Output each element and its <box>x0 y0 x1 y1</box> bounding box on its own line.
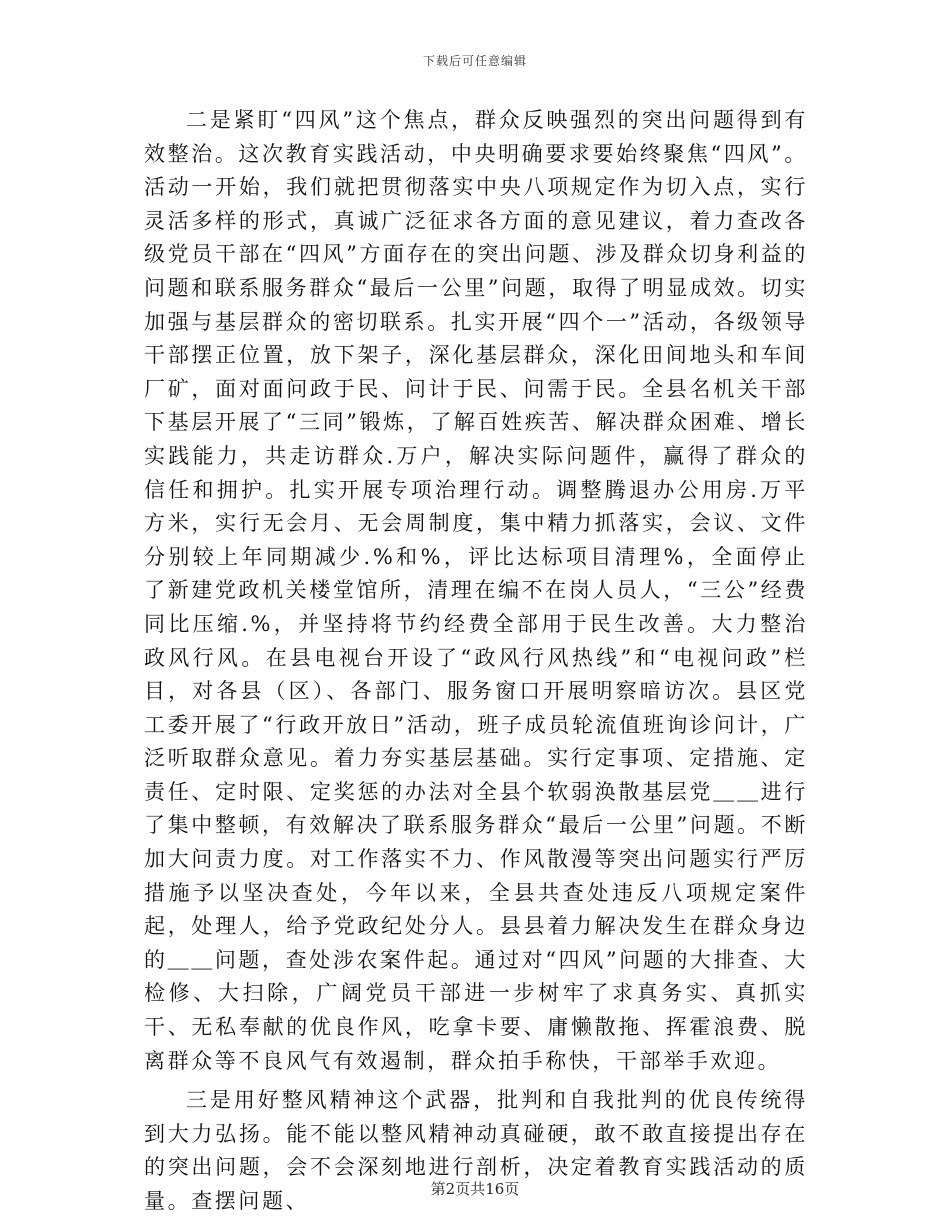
paragraph-point-three: 三是用好整风精神这个武器，批判和自我批判的优良传统得到大力弘扬。能不能以整风精神动真碰硬，敢不敢直接提出存在的突出问题，会不会深刻地进行剖析，决定着教育实践活动的质量。查摆问题、 <box>144 1088 808 1213</box>
page-number: 第2页共16页 <box>430 1180 520 1198</box>
paragraph-point-two: 二是紧盯“四风”这个焦点，群众反映强烈的突出问题得到有效整治。这次教育实践活动，中央明确要求要始终聚焦“四风”。活动一开始，我们就把贯彻落实中央八项规定作为切入点，实行灵活多样的形式，真诚广泛征求各方面的意见建议，着力查改各级党员干部在“四风”方面存在的突出问题、涉及群众切身利益的问题和联系服务群众“最后一公里”问题，取得了明显成效。切实加强与基层群众的密切联系。扎实开展“四个一”活动，各级领导干部摆正位置，放下架子，深化基层群众，深化田间地头和车间厂矿，面对面问政于民、问计于民、问需于民。全县名机关干部下基层开展了“三同”锻炼，了解百姓疾苦、解决群众困难、增长实践能力，共走访群众.万户，解决实际问题件，赢得了群众的信任和拥护。扎实开展专项治理行动。调整腾退办公用房.万平方米，实行无会月、无会周制度，集中精力抓落实，会议、文件分别较上年同期减少.%和%，评比达标项目清理%，全面停止了新建党政机关楼堂馆所，清理在编不在岗人员人，“三公”经费同比压缩.%，并坚持将节约经费全部用于民生改善。大力整治政风行风。在县电视台开设了“政风行风热线”和“电视问政”栏目，对各县（区）、各部门、服务窗口开展明察暗访次。县区党工委开展了“行政开放日”活动，班子成员轮流值班询诊问计，广泛听取群众意见。着力夯实基层基础。实行定事项、定措施、定责任、定时限、定奖惩的办法对全县个软弱涣散基层党＿＿进行了集中整顿，有效解决了联系服务群众“最后一公里”问题。不断加大问责力度。对工作落实不力、作风散漫等突出问题实行严厉措施予以坚决查处，今年以来，全县共查处违反八项规定案件起，处理人，给予党政纪处分人。县县着力解决发生在群众身边的＿＿问题，查处涉农案件起。通过对“四风”问题的大排查、大检修、大扫除，广阔党员干部进一步树牢了求真务实、真抓实干、无私奉献的优良作风，吃拿卡要、庸懒散拖、挥霍浪费、脱离群众等不良风气有效遏制，群众拍手称快，干部举手欢迎。 <box>144 108 808 1073</box>
page-header-note: 下载后可任意编辑 <box>422 54 527 68</box>
document-body <box>144 104 808 1219</box>
